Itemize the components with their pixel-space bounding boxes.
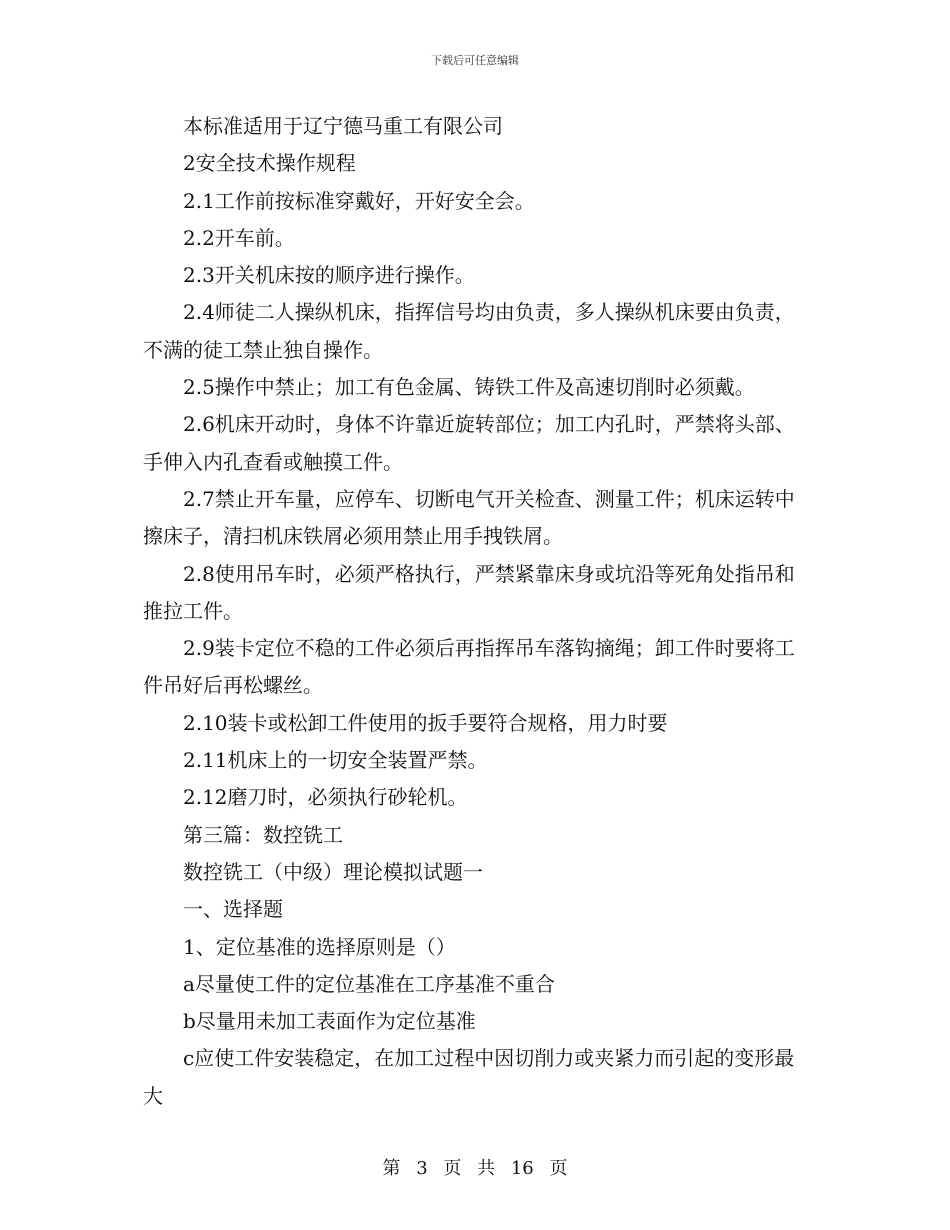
document-body	[143, 108, 811, 1115]
paragraph: 2.10装卡或松卸工件使用的扳手要符合规格，用力时要	[183, 710, 668, 735]
page-number: 第 3 页 共 16 页	[382, 1158, 568, 1179]
section-heading: 一、选择题	[183, 897, 283, 922]
paragraph: 2.11机床上的一切安全装置严禁。	[183, 748, 488, 773]
header-note: 下载后可任意编辑	[431, 54, 519, 67]
paragraph: 2.3开关机床按的顺序进行操作。	[183, 263, 475, 288]
chapter-title: 第三篇：数控铣工	[183, 822, 343, 847]
answer-option: c应使工件安装稳定，在加工过程中因切削力或夹紧力而引起的变形最大	[143, 1046, 795, 1108]
paragraph: 2.6机床开动时，身体不许靠近旋转部位；加工内孔时，严禁将头部、手伸入内孔查看或触摸工件。	[143, 412, 795, 474]
question: 1、定位基准的选择原则是（）	[183, 934, 456, 959]
answer-option: a尽量使工件的定位基准在工序基准不重合	[183, 971, 555, 996]
paragraph: 2.9装卡定位不稳的工件必须后再指挥吊车落钩摘绳；卸工件时要将工件吊好后再松螺丝。	[143, 636, 795, 698]
paragraph: 2.1工作前按标准穿戴好，开好安全会。	[183, 188, 535, 213]
paragraph: 2.8使用吊车时，必须严格执行，严禁紧靠床身或坑沿等死角处指吊和推拉工件。	[143, 561, 795, 623]
paragraph: 2.7禁止开车量，应停车、切断电气开关检查、测量工件；机床运转中擦床子，清扫机床铁屑必须用禁止用手拽铁屑。	[143, 486, 795, 549]
section-heading: 2安全技术操作规程	[183, 151, 356, 176]
answer-option: b尽量用未加工表面作为定位基准	[183, 1009, 476, 1034]
paragraph: 2.5操作中禁止；加工有色金属、铸铁工件及高速切削时必须戴。	[183, 375, 755, 400]
paragraph: 2.12磨刀时，必须执行砂轮机。	[183, 785, 468, 810]
paragraph: 2.4师徒二人操纵机床，指挥信号均由负责，多人操纵机床要由负责，不满的徒工禁止独自操作。	[143, 300, 795, 362]
paragraph: 2.2开车前。	[183, 225, 295, 250]
paragraph: 本标准适用于辽宁德马重工有限公司	[183, 114, 503, 138]
exam-title: 数控铣工（中级）理论模拟试题一	[183, 859, 483, 884]
